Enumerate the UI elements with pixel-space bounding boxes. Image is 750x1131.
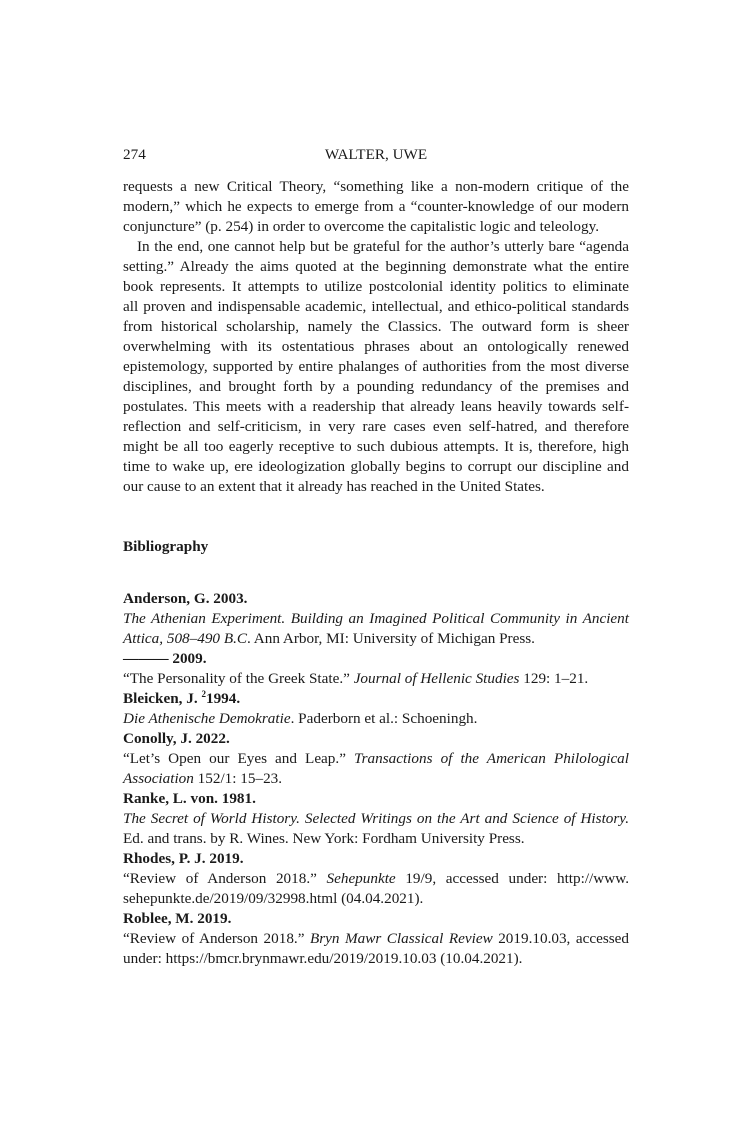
- citation-text: “Let’s Open our Eyes and Leap.”: [123, 750, 355, 767]
- italic-title: Journal of Hellenic Studies: [353, 670, 520, 687]
- paragraph: [123, 177, 629, 237]
- italic-title: The Secret of World History. Selected Writings on the Art and Science of History.: [123, 810, 629, 827]
- text-line: book represents. It attempts to utilize postcolonial identity politics to eliminate: [123, 278, 629, 295]
- citation-text: under: https://bmcr.brynmawr.edu/2019/2019.10.03 (10.04.2021).: [123, 950, 523, 967]
- entry-line: [123, 829, 629, 849]
- text-line: conjuncture” (p. 254) in order to overcome the capitalistic logic and teleology.: [123, 218, 599, 235]
- edition-superscript: 2: [201, 689, 206, 699]
- text-line: In the end, one cannot help but be grateful for the author’s utterly bare “agenda: [137, 238, 629, 255]
- citation-text: Ed. and trans. by R. Wines. New York: Fordham University Press.: [123, 830, 525, 847]
- entry-author: Rhodes, P. J. 2019.: [123, 850, 244, 867]
- italic-title: Sehepunkte: [326, 870, 396, 887]
- bibliography-entry: [123, 689, 629, 729]
- italic-title: Die Athenische Demokratie: [123, 710, 291, 727]
- text-line: setting.” Already the aims quoted at the beginning demonstrate what the entire: [123, 258, 629, 275]
- text-line: all proven and indispensable academic, intellectual, and ethico-political standards: [123, 298, 629, 315]
- bibliography-entry: [123, 589, 629, 649]
- citation-text: “Review of Anderson 2018.”: [123, 930, 310, 947]
- italic-title: Bryn Mawr Classical Review: [309, 930, 493, 947]
- entry-author-year: [123, 649, 629, 669]
- entry-author-year: [123, 729, 629, 749]
- text-line: epistemology, supported by entire phalanges of authorities from the most diverse: [123, 358, 629, 375]
- entry-author-year: [123, 909, 629, 929]
- bibliography-entry: [123, 909, 629, 969]
- entry-line: [123, 889, 629, 909]
- entry-author: Anderson, G. 2003.: [123, 590, 248, 607]
- page-number: 274: [123, 146, 146, 163]
- body-text: [123, 177, 629, 497]
- entry-line: [123, 609, 629, 629]
- entry-line: [123, 749, 629, 769]
- citation-text: “Review of Anderson 2018.”: [123, 870, 327, 887]
- text-line: disciplines, and brought forth by a pounding redundancy of the premises and: [123, 378, 629, 395]
- paragraph: [123, 237, 629, 497]
- entry-line: [123, 669, 629, 689]
- italic-title: Transactions of the American Philological: [354, 750, 630, 767]
- citation-text: . Paderborn et al.: Schoeningh.: [290, 710, 478, 727]
- text-line: postulates. This meets with a readership that already leans heavily towards self-: [123, 398, 629, 415]
- text-line: our cause to an extent that it already has reached in the United States.: [123, 478, 545, 495]
- bibliography-entry: [123, 849, 629, 909]
- italic-title: Association: [123, 770, 194, 787]
- running-title: WALTER, UWE: [324, 146, 428, 163]
- citation-text: . Ann Arbor, MI: University of Michigan Press.: [247, 630, 535, 647]
- italic-title: Attica, 508–490 B.C: [123, 630, 248, 647]
- citation-text: 152/1: 15–23.: [193, 770, 283, 787]
- entry-author: ——— 2009.: [123, 650, 207, 667]
- bibliography-heading: [123, 537, 629, 557]
- entry-author-year: [123, 789, 629, 809]
- entry-author: Roblee, M. 2019.: [123, 910, 232, 927]
- entry-line: [123, 769, 629, 789]
- citation-text: sehepunkte.de/2019/09/32998.html (04.04.2021).: [123, 890, 424, 907]
- text-line: from historical scholarship, namely the Classics. The outward form is sheer: [123, 318, 629, 335]
- citation-text: 19/9, accessed under: http://www.: [395, 870, 629, 887]
- bibliography-entry: [123, 789, 629, 849]
- text-line: modern,” which he expects to emerge from a “counter-knowledge of our modern: [123, 198, 629, 215]
- entry-line: [123, 809, 629, 829]
- entry-line: [123, 869, 629, 889]
- text-line: time to wake up, ere ideologization globally begins to corrupt our discipline and: [123, 458, 629, 475]
- entry-author-year: [123, 849, 629, 869]
- entry-line: [123, 629, 629, 649]
- citation-text: 129: 1–21.: [519, 670, 589, 687]
- text-line: might be all too eagerly receptive to such dubious attempts. It is, therefore, high: [123, 438, 629, 455]
- text-line: overwhelming with its ostentatious phrases about an ontologically renewed: [123, 338, 629, 355]
- bibliography-heading-text: Bibliography: [123, 538, 209, 555]
- bibliography-entry: [123, 729, 629, 789]
- bibliography-entry: [123, 649, 629, 689]
- entry-author: Ranke, L. von. 1981.: [123, 790, 256, 807]
- bibliography-list: [123, 589, 629, 969]
- italic-title: The Athenian Experiment. Building an Imagined Political Community in Ancient: [123, 610, 629, 627]
- entry-line: [123, 709, 629, 729]
- text-line: reflection and self-criticism, in very rare cases even self-hatred, and therefore: [123, 418, 629, 435]
- entry-author: Conolly, J. 2022.: [123, 730, 230, 747]
- citation-text: “The Personality of the Greek State.”: [123, 670, 354, 687]
- entry-line: [123, 929, 629, 949]
- entry-author-year: [123, 589, 629, 609]
- citation-text: 2019.10.03, accessed: [492, 930, 629, 947]
- entry-line: [123, 949, 629, 969]
- entry-year: 1994.: [205, 690, 241, 707]
- text-line: requests a new Critical Theory, “something like a non-modern critique of the: [123, 178, 629, 195]
- entry-author: Bleicken, J.: [123, 690, 202, 707]
- running-header: [123, 145, 629, 165]
- entry-author-year: [123, 689, 629, 709]
